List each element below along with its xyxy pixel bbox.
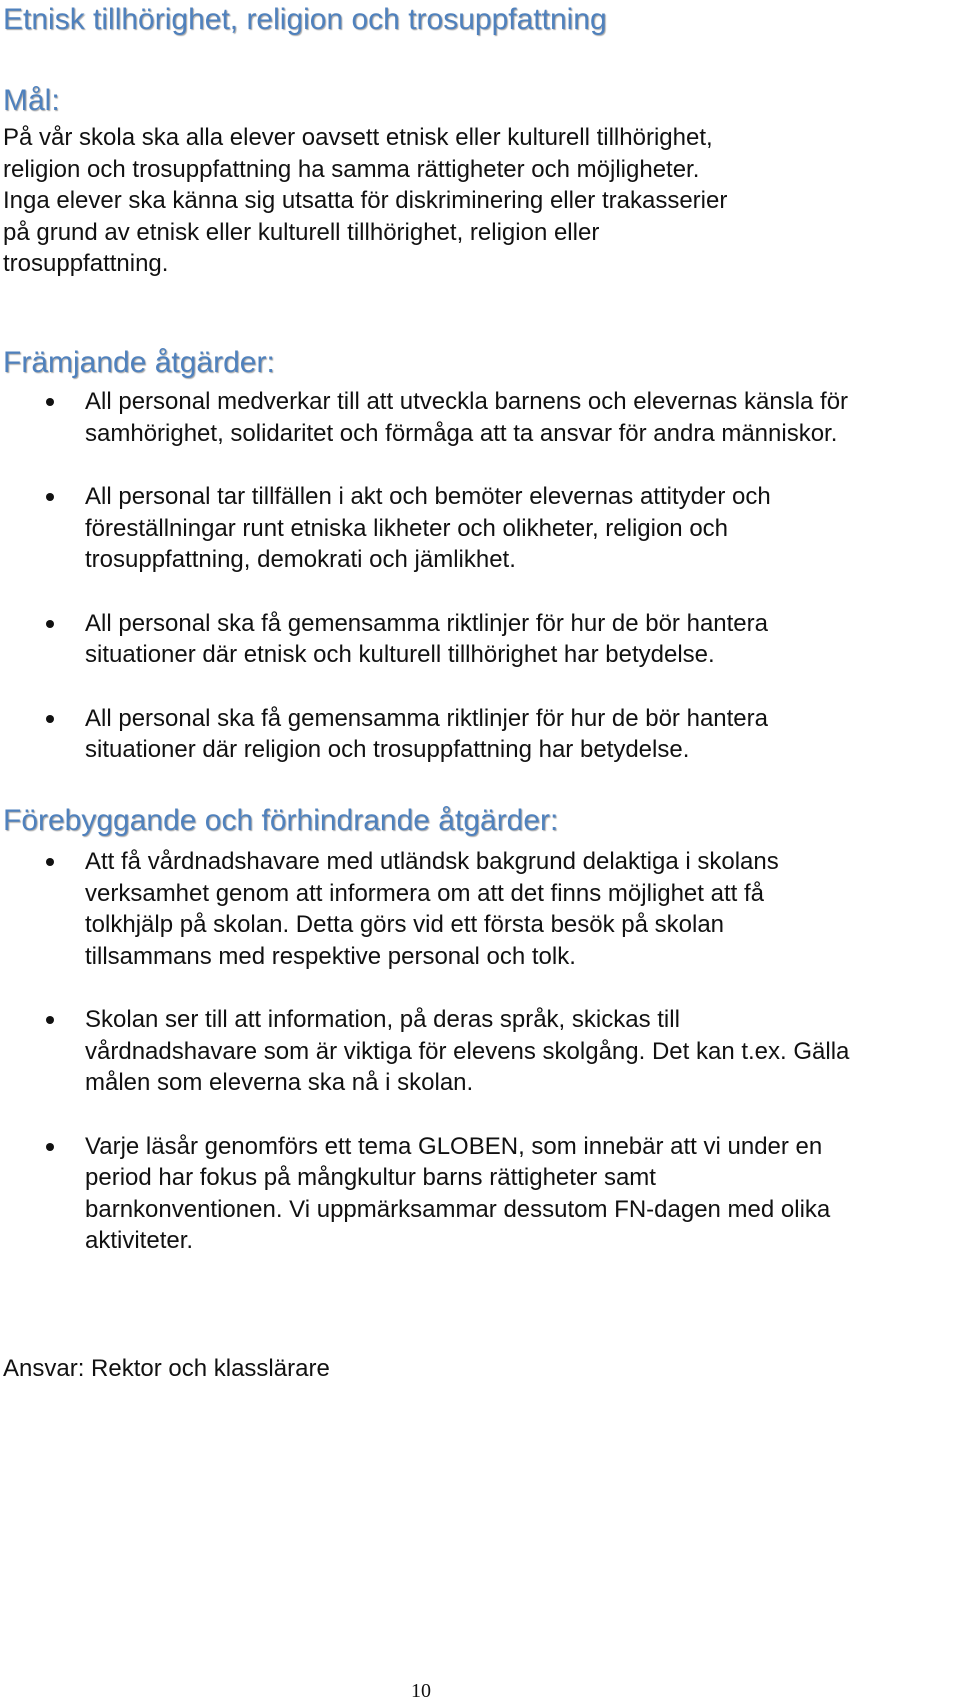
goal-line: religion och trosuppfattning ha samma rättigheter och möjligheter. (3, 155, 700, 183)
list-item (0, 846, 849, 972)
preventive-measures-list (0, 846, 849, 1257)
goal-heading: Mål: (3, 84, 60, 117)
goal-line: Inga elever ska känna sig utsatta för diskriminering eller trakasserier (3, 187, 728, 214)
list-item-line: barnkonventionen. Vi uppmärksammar dessutom FN-dagen med olika (85, 1195, 831, 1223)
list-item-line: tolkhjälp på skolan. Detta görs vid ett första besök på skolan (85, 911, 725, 938)
list-item (0, 481, 848, 576)
list-item-line: period har fokus på mångkultur barns rättigheter samt (85, 1164, 656, 1191)
bullet-icon (46, 1016, 54, 1024)
goal-line: trosuppfattning. (3, 250, 169, 277)
list-item-line: All personal medverkar till att utveckla barnens och elevernas känsla för (85, 388, 849, 415)
bullet-icon (46, 1143, 54, 1151)
responsible-line: Ansvar: Rektor och klasslärare (3, 1355, 330, 1382)
bullet-icon (46, 858, 54, 866)
list-item (0, 1004, 849, 1099)
promotive-measures-heading: Främjande åtgärder: (3, 346, 275, 379)
goal-paragraph (3, 122, 903, 280)
list-item-line: vårdnadshavare som är viktiga för elevens skolgång. Det kan t.ex. Gälla (85, 1037, 850, 1065)
goal-line: på grund av etnisk eller kulturell tillhörighet, religion eller (3, 218, 600, 246)
bullet-icon (46, 493, 54, 501)
bullet-icon (46, 715, 54, 723)
list-item-line: Varje läsår genomförs ett tema GLOBEN, som innebär att vi under en (85, 1132, 823, 1160)
list-item-line: föreställningar runt etniska likheter och olikheter, religion och (85, 514, 729, 542)
goal-line: På vår skola ska alla elever oavsett etnisk eller kulturell tillhörighet, (3, 124, 713, 151)
list-item-line: All personal ska få gemensamma riktlinjer för hur de bör hantera (85, 609, 768, 637)
list-item-line: All personal tar tillfällen i akt och bemöter elevernas attityder och (85, 483, 771, 510)
list-item-line: situationer där etnisk och kulturell tillhörighet har betydelse. (85, 641, 715, 668)
list-item-line: situationer där religion och trosuppfattning har betydelse. (85, 736, 690, 763)
list-item-line: verksamhet genom att informera om att det finns möjlighet att få (85, 879, 764, 907)
list-item-line: samhörighet, solidaritet och förmåga att ta ansvar för andra människor. (85, 419, 838, 447)
list-item-line: Att få vårdnadshavare med utländsk bakgrund delaktiga i skolans (85, 848, 779, 875)
bullet-icon (46, 620, 54, 628)
page-title: Etnisk tillhörighet, religion och trosuppfattning (3, 3, 607, 36)
list-item-line: tillsammans med respektive personal och tolk. (85, 942, 576, 970)
list-item-line: Skolan ser till att information, på deras språk, skickas till (85, 1006, 680, 1033)
list-item (0, 703, 848, 766)
list-item-line: målen som eleverna ska nå i skolan. (85, 1069, 474, 1096)
bullet-icon (46, 398, 54, 406)
promotive-measures-list (0, 386, 848, 766)
list-item-line: trosuppfattning, demokrati och jämlikhet. (85, 546, 516, 573)
preventive-measures-heading: Förebyggande och förhindrande åtgärder: (3, 804, 559, 837)
list-item-line: aktiviteter. (85, 1227, 194, 1254)
list-item (0, 1131, 849, 1257)
list-item-line: All personal ska få gemensamma riktlinjer för hur de bör hantera (85, 704, 768, 732)
list-item (0, 386, 848, 449)
page-number: 10 (411, 1680, 431, 1702)
list-item (0, 608, 848, 671)
